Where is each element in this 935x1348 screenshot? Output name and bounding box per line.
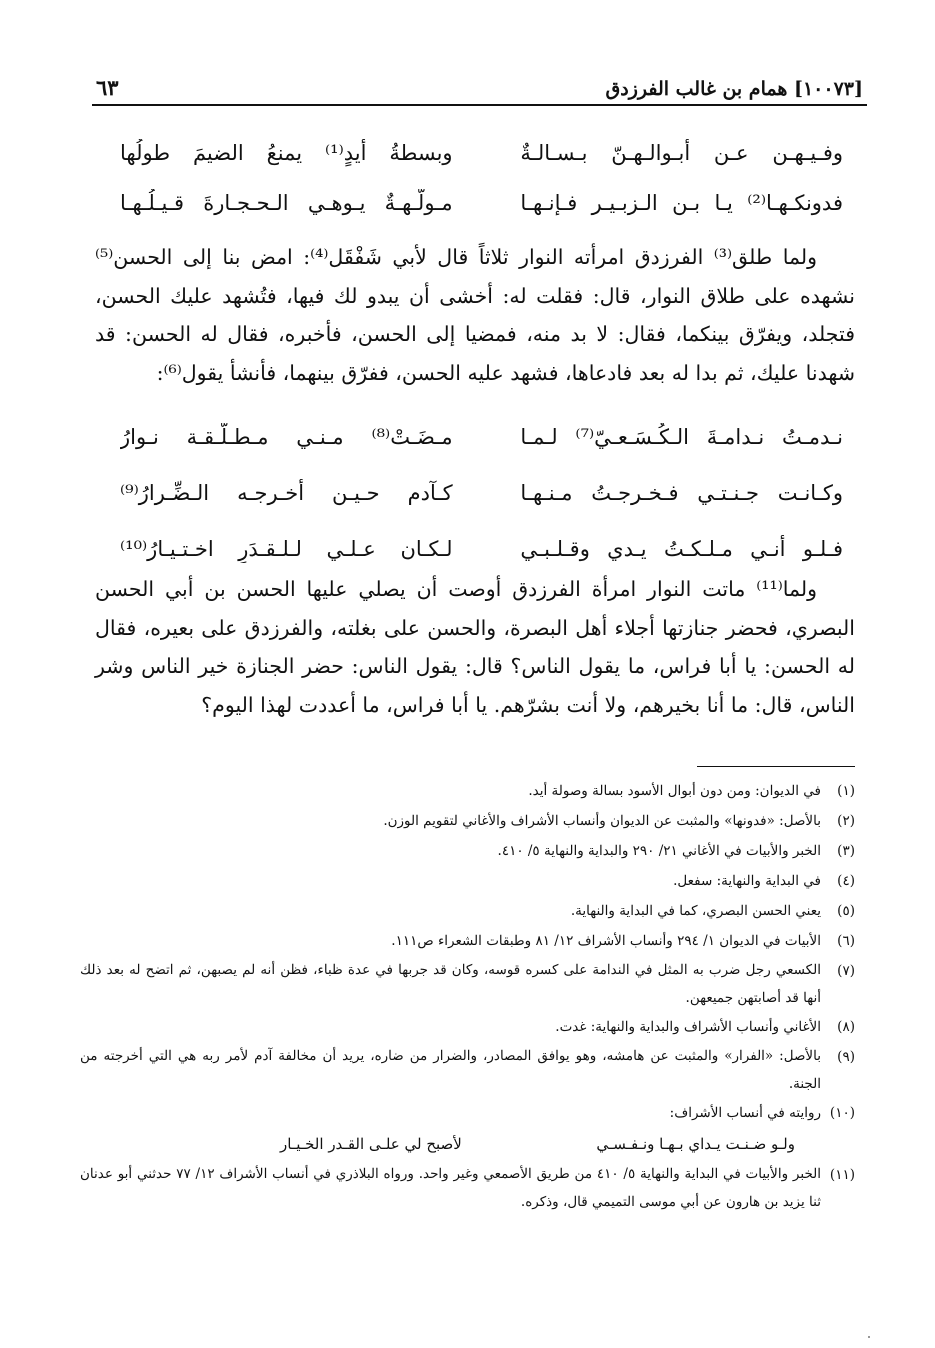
footnote-number: (١): [837, 783, 855, 799]
paragraph: ولما⁽¹¹⁾ ماتت النوار امرأة الفرزدق أوصت أن يصلي عليها الحسن بن أبي الحسن البصري، فحضر جنازتها أجلاء أهل البصرة، والحسن على بغلته، والفرزدق على بعيره، فقال له الحسن: يا أبا فراس، ما يقول الناس؟ قال: يقول الناس: حضر الجنازة خير الناس وشر الناس، قال: ما أنا بخيرهم، ولا أنت بشرّهم. يا أبا فراس، ما أعددت لهذا اليوم؟: [95, 577, 855, 717]
verse-line: [120, 468, 843, 518]
footnote-text: روايته في أنساب الأشراف:: [669, 1105, 821, 1121]
footnote: [80, 1160, 855, 1216]
verse-first-hemistich: فدونكـهـا⁽²⁾ يـا بـن الـزبـيـر فـإنـهـا: [520, 191, 843, 215]
footnote: [80, 776, 855, 806]
footnote-number: (٦): [837, 933, 855, 949]
verse-second-hemistich: كـآدم حـيـن أخـرجـه الـضِّـرارُ⁽⁹⁾: [120, 481, 453, 505]
footnote-text: في الديوان: ومن دون أبوال الأسود بسالة وصولة أيد.: [528, 783, 821, 799]
verse-first-hemistich: نـدمـتُ نـدامـةَ الـكُـسَـعـيّ⁽⁷⁾ لـمـا: [520, 425, 843, 449]
footnote-text: الخبر والأبيات في البداية والنهاية ٥/ ٤١٠ من طريق الأصمعي وغير واحد. ورواه البلاذري في أنساب الأشراف ١٢/ ٧٧ حدثني أبو عدنان ثنا يزيد بن هارون عن أبي موسى التميمي قال، وذكره.: [80, 1166, 822, 1210]
running-title: [١٠٠٧٣] همام بن غالب الفرزدق: [605, 78, 863, 100]
footnote-number: (١٠): [829, 1105, 855, 1121]
verse-block-top: [120, 128, 843, 228]
verse-second-hemistich: لـكـان عـلـي لـلـقـدَرِ اخـتـيـارُ⁽¹⁰⁾: [120, 537, 453, 561]
footnote-number: (٧): [837, 963, 855, 979]
verse-line: [120, 412, 843, 462]
footnote: [80, 1098, 855, 1128]
verse-block-middle: [120, 412, 843, 574]
footnote-text: في البداية والنهاية: سفعل.: [673, 873, 821, 889]
verse-line: [120, 128, 843, 178]
verse-first-hemistich: وفـيـهـن عـن أبـوالـهـنّ بـسـالـةٌ: [520, 141, 843, 165]
footnote-number: (١١): [829, 1167, 855, 1183]
footnote-text: الأبيات في الديوان ١/ ٢٩٤ وأنساب الأشراف ١٢/ ٨١ وطبقات الشعراء ص١١١.: [391, 933, 821, 949]
footnote-verse: [80, 1128, 855, 1160]
verse-second-hemistich: مـولّـهـةٌ يـوهـي الـحـجـارةَ قـيـلُـهـا: [120, 191, 453, 215]
verse-line: [120, 178, 843, 228]
footnote-verse-first: ولـو ضـنـت يـداي بـهـا ونـفـسـي: [596, 1135, 795, 1153]
footnote: [80, 926, 855, 956]
footnote-text: يعني الحسن البصري، كما في البداية والنهاية.: [570, 903, 821, 919]
running-head: [96, 66, 863, 100]
footnote-number: (٣): [837, 843, 855, 859]
scan-speck: [868, 1336, 870, 1338]
footnote: [80, 1042, 855, 1098]
footnote-text: بالأصل: «فدونها» والمثبت عن الديوان وأنساب الأشراف والأغاني لتقويم الوزن.: [383, 813, 821, 829]
footnote: [80, 956, 855, 1012]
footnote: [80, 806, 855, 836]
footnote-rule: [697, 766, 855, 767]
footnote-number: (٥): [837, 903, 855, 919]
footnote: [80, 1012, 855, 1042]
footnote: [80, 866, 855, 896]
verse-second-hemistich: مـضَـتْ⁽⁸⁾ مـنـي مـطـلَّـقـة نـوارُ: [120, 425, 453, 449]
footnotes: [80, 776, 855, 1216]
verse-second-hemistich: وبسطةُ أيدٍ⁽¹⁾ يمنعُ الضيمَ طولُها: [120, 141, 453, 165]
footnote: [80, 896, 855, 926]
footnote: [80, 836, 855, 866]
verse-first-hemistich: وكـانـت جـنـتـي فـخـرجـتُ مـنـهـا: [520, 481, 843, 505]
footnote-text: الكسعي رجل ضرب به المثل في الندامة على كسره قوسه، وكان قد جربها في عدة ظباء، فظن أنه لم يصبهن، ثم اتضح له بعد ذلك أنها قد أصابتهن جميعهن.: [80, 962, 821, 1006]
footnote-number: (٤): [837, 873, 855, 889]
page-number: ٦٣: [96, 75, 119, 100]
verse-first-hemistich: فـلـو أنـي مـلـكـتُ يـدي وقـلـبـي: [520, 537, 843, 561]
footnote-text: الأغاني وأنساب الأشراف والبداية والنهاية: غدت.: [555, 1019, 821, 1035]
prose-block-2: [95, 570, 855, 724]
footnote-number: (٢): [837, 813, 855, 829]
footnote-text: الخبر والأبيات في الأغاني ٢١/ ٢٩٠ والبداية والنهاية ٥/ ٤١٠.: [497, 843, 821, 859]
footnote-number: (٨): [837, 1019, 855, 1035]
verse-line: [120, 524, 843, 574]
footnote-verse-second: لأصبح لي علـى القـدر الخـيـار: [280, 1135, 462, 1153]
paragraph: ولما طلق⁽³⁾ الفرزدق امرأته النوار ثلاثاً قال لأبي شَفْقَل⁽⁴⁾: امض بنا إلى الحسن⁽⁵⁾ نشهده على طلاق النوار، قال: فقلت له: أخشى أن يبدو لك فيها، فتُشهد عليك الحسن، فتجلد، ويفرّق بينكما، فقال: لا بد منه، فمضيا إلى الحسن، فأخبره، فقال له الحسن: قد شهدنا عليك، ثم بدا له بعد فادعاها، فشهد عليه الحسن، ففرّق بينهما، فأنشأ يقول⁽⁶⁾:: [95, 245, 855, 385]
header-rule: [92, 104, 867, 106]
footnote-number: (٩): [837, 1049, 855, 1065]
prose-block-1: [95, 238, 855, 392]
footnote-text: بالأصل: «الفرار» والمثبت عن هامشه، وهو يوافق المصادر، والضرار من ضاره، يريد أن مخالفة آدم لأمر ربه هي التي أخرجته من الجنة.: [80, 1048, 821, 1092]
